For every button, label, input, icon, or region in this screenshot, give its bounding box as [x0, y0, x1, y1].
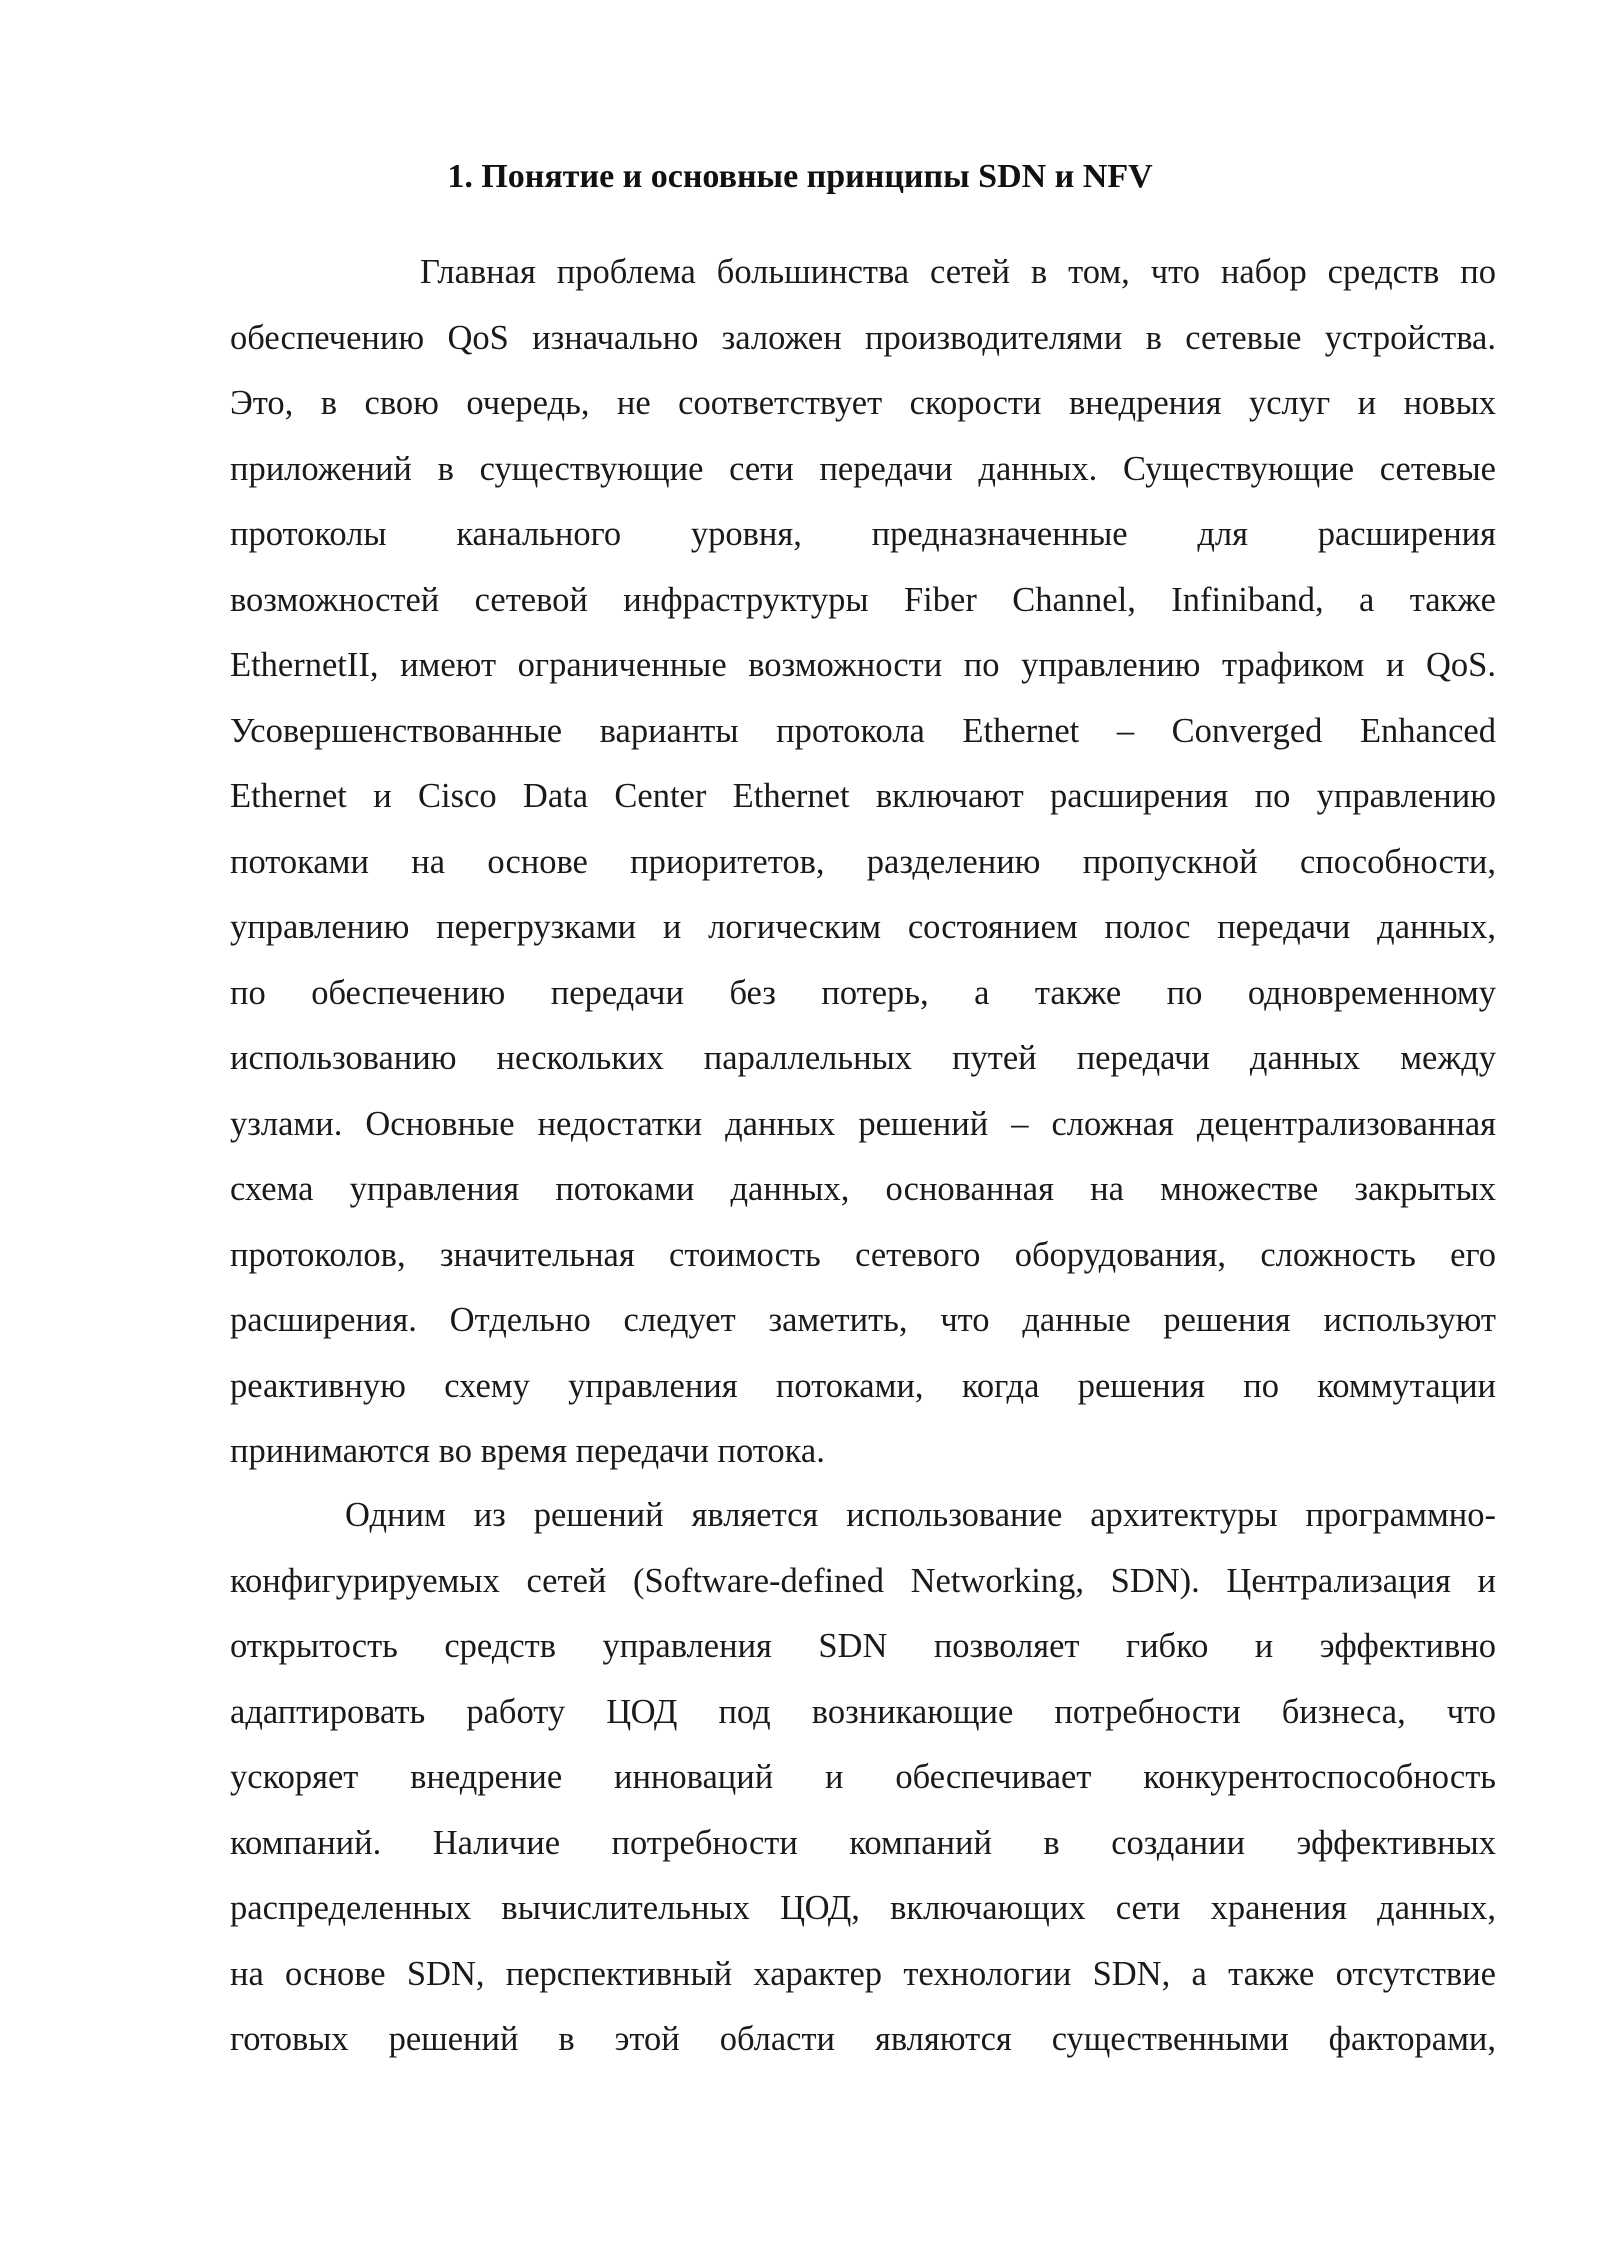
text-line: готовых решений в этой области являются существенными факторами,	[230, 2020, 1496, 2058]
paragraph-1	[230, 240, 1496, 1485]
text-line: возможностей сетевой инфраструктуры Fiber Channel, Infiniband, а также	[230, 580, 1496, 619]
text-line: распределенных вычислительных ЦОД, включающих сети хранения данных,	[230, 1889, 1496, 1927]
text-line: реактивную схему управления потоками, когда решения по коммутации	[230, 1366, 1496, 1405]
text-line: Ethernet и Cisco Data Center Ethernet включают расширения по управлению	[230, 777, 1496, 815]
text-line: расширения. Отдельно следует заметить, что данные решения используют	[230, 1301, 1496, 1339]
text-line: узлами. Основные недостатки данных решений – сложная децентрализованная	[230, 1104, 1496, 1143]
text-line: протоколы канального уровня, предназначенные для расширения	[230, 515, 1496, 553]
text-line: использованию нескольких параллельных путей передачи данных между	[230, 1039, 1496, 1077]
text-line: потоками на основе приоритетов, разделению пропускной способности,	[230, 842, 1496, 881]
text-line: EthernetII, имеют ограниченные возможности по управлению трафиком и QoS.	[230, 646, 1496, 684]
text-line: приложений в существующие сети передачи данных. Существующие сетевые	[230, 449, 1496, 488]
text-line: конфигурируемых сетей (Software-defined Networking, SDN). Централизация и	[230, 1561, 1496, 1600]
text-line: протоколов, значительная стоимость сетевого оборудования, сложность его	[230, 1235, 1496, 1274]
text-line: Одним из решений является использование архитектуры программно-	[345, 1496, 1496, 1534]
section-heading: 1. Понятие и основные принципы SDN и NFV	[447, 158, 1153, 195]
text-line: принимаются во время передачи потока.	[230, 1432, 825, 1470]
text-line: на основе SDN, перспективный характер технологии SDN, а также отсутствие	[230, 1954, 1496, 1993]
text-line: по обеспечению передачи без потерь, а также по одновременному	[230, 973, 1496, 1012]
text-line: открытость средств управления SDN позволяет гибко и эффективно	[230, 1627, 1496, 1665]
text-line: Усовершенствованные варианты протокола Ethernet – Converged Enhanced	[230, 711, 1496, 750]
text-line: схема управления потоками данных, основанная на множестве закрытых	[230, 1170, 1496, 1208]
text-line: Это, в свою очередь, не соответствует скорости внедрения услуг и новых	[230, 384, 1496, 422]
text-line: компаний. Наличие потребности компаний в создании эффективных	[230, 1823, 1496, 1862]
text-line: управлению перегрузками и логическим состоянием полос передачи данных,	[230, 908, 1496, 946]
text-line: ускоряет внедрение инноваций и обеспечивает конкурентоспособность	[230, 1758, 1496, 1796]
paragraph-2	[230, 1483, 1496, 2073]
text-line: Главная проблема большинства сетей в том, что набор средств по	[420, 253, 1496, 291]
text-line: обеспечению QoS изначально заложен производителями в сетевые устройства.	[230, 318, 1496, 357]
text-line: адаптировать работу ЦОД под возникающие потребности бизнеса, что	[230, 1692, 1496, 1731]
